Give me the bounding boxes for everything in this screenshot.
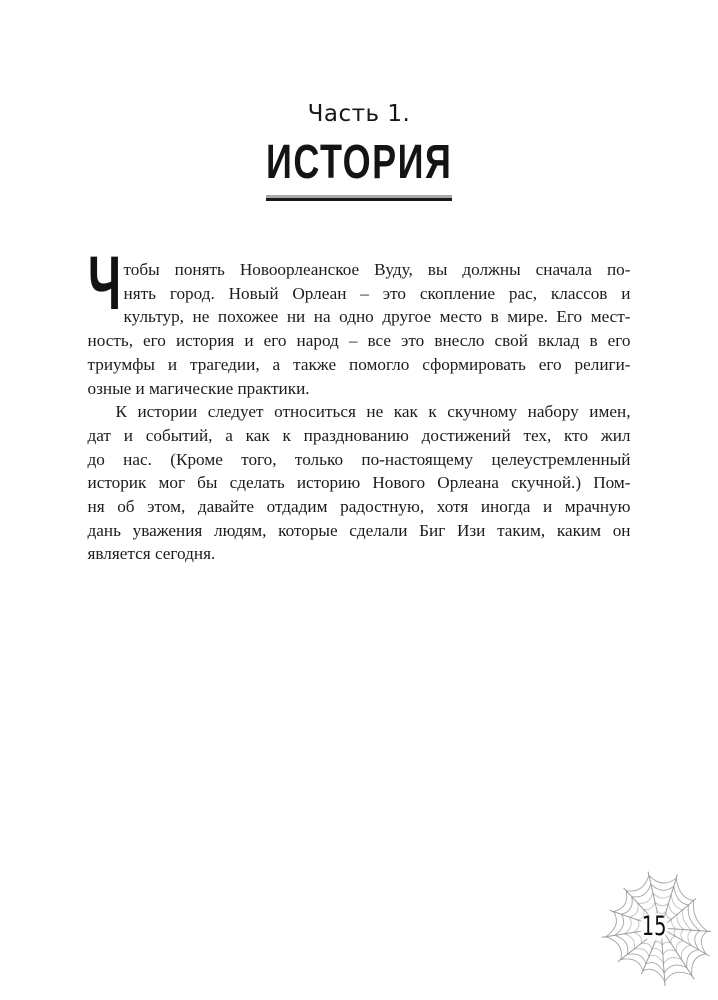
title-rule [266,195,452,201]
text-line: историк мог бы сделать историю Нового Орлеана скучной.) Пом- [87,473,631,493]
text-line: до нас. (Кроме того, только по-настоящему целеустремленный [87,449,631,469]
text-line: К истории следует относиться не как к скучному набору имен, [115,402,631,422]
text-line: нять город. Новый Орлеан – это скопление рас, классов и [123,283,631,303]
text-line: ня об этом, давайте отдадим радостную, хотя иногда и мрачную [87,497,631,517]
text-line: озные и магические практики. [87,378,310,398]
part-label: Часть 1. [307,101,411,127]
dropcap-letter: Ч [87,241,121,326]
paragraph-1 [87,241,631,400]
text-line: тобы понять Новоорлеанское Вуду, вы должны сначала по- [123,260,631,279]
page-number: 15 [641,911,667,942]
title-rule-bottom-line [266,198,452,201]
text-line: триумфы и трагедии, а также помогло сформировать его религи- [87,354,631,374]
text-line: ность, его история и его народ – все это внесло свой вклад в его [87,331,631,351]
text-line: дат и событий, а как к празднованию достижений тех, кто жил [87,425,631,445]
chapter-title-text: ИСТОРИЯ [265,136,453,189]
text-line: дань уважения людям, которые сделали Биг Изи таким, каким он [87,520,631,540]
text-line: является сегодня. [87,544,216,564]
paragraph-2 [88,400,631,566]
chapter-title [0,136,718,189]
text-line: культур, не похожее ни на одно другое место в мире. Его мест- [123,307,631,327]
body-text [87,241,631,566]
